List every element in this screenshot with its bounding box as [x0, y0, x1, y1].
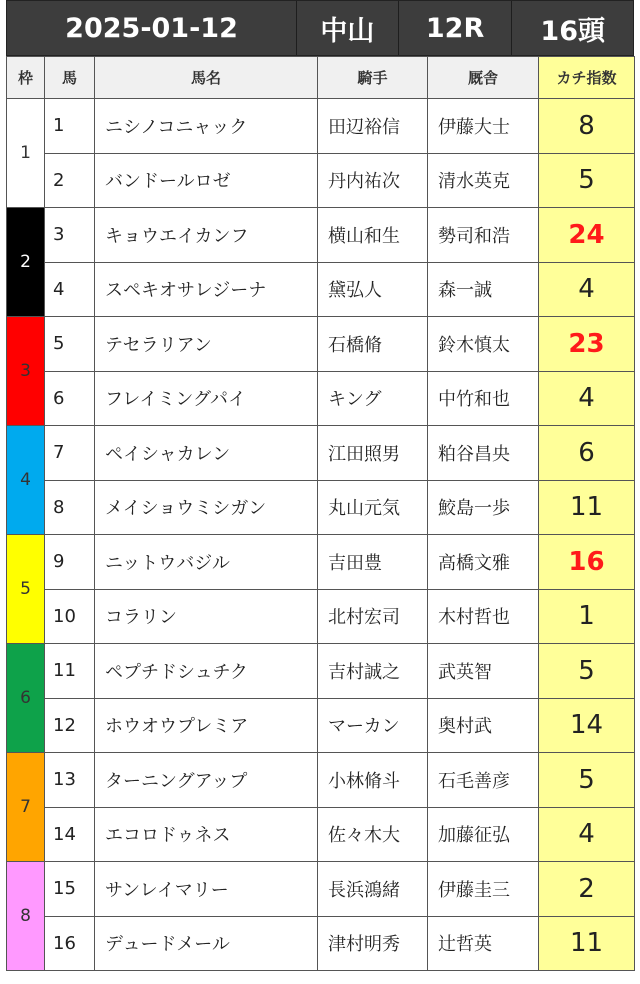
jockey-cell: 横山和生 [318, 208, 428, 263]
jockey-cell: 石橋脩 [318, 317, 428, 372]
horse-name-cell: サンレイマリー [95, 862, 318, 917]
table-row[interactable] [7, 807, 635, 862]
horse-number-cell: 10 [45, 589, 95, 644]
column-header-uma: 馬 [45, 57, 95, 99]
trainer-cell: 鮫島一歩 [428, 480, 539, 535]
trainer-cell: 辻哲英 [428, 916, 539, 971]
trainer-cell: 鈴木慎太 [428, 317, 539, 372]
waku-cell: 6 [7, 644, 45, 753]
index-cell: 14 [539, 698, 635, 753]
horse-name-cell: エコロドゥネス [95, 807, 318, 862]
trainer-cell: 武英智 [428, 644, 539, 699]
index-cell: 5 [539, 753, 635, 808]
index-cell: 8 [539, 99, 635, 154]
column-header-jockey: 騎手 [318, 57, 428, 99]
horse-number-cell: 13 [45, 753, 95, 808]
index-cell: 5 [539, 644, 635, 699]
horse-name-cell: フレイミングパイ [95, 371, 318, 426]
table-row[interactable] [7, 644, 635, 699]
horse-number-cell: 6 [45, 371, 95, 426]
trainer-cell: 粕谷昌央 [428, 426, 539, 481]
horse-number-cell: 12 [45, 698, 95, 753]
horse-number-cell: 8 [45, 480, 95, 535]
entries-body [7, 99, 635, 971]
race-venue: 中山 [296, 1, 398, 55]
trainer-cell: 石毛善彦 [428, 753, 539, 808]
waku-cell: 4 [7, 426, 45, 535]
column-header-trainer: 厩舎 [428, 57, 539, 99]
table-row[interactable] [7, 698, 635, 753]
jockey-cell: 北村宏司 [318, 589, 428, 644]
jockey-cell: 江田照男 [318, 426, 428, 481]
race-number: 12R [398, 1, 512, 55]
trainer-cell: 清水英克 [428, 153, 539, 208]
horse-number-cell: 5 [45, 317, 95, 372]
horse-number-cell: 15 [45, 862, 95, 917]
column-header-name: 馬名 [95, 57, 318, 99]
trainer-cell: 伊藤圭三 [428, 862, 539, 917]
column-header-waku: 枠 [7, 57, 45, 99]
jockey-cell: 丸山元気 [318, 480, 428, 535]
table-row[interactable] [7, 153, 635, 208]
table-row[interactable] [7, 916, 635, 971]
jockey-cell: 佐々木大 [318, 807, 428, 862]
table-row[interactable] [7, 99, 635, 154]
jockey-cell: 小林脩斗 [318, 753, 428, 808]
index-cell: 23 [539, 317, 635, 372]
index-cell: 11 [539, 916, 635, 971]
jockey-cell: 田辺裕信 [318, 99, 428, 154]
index-cell: 24 [539, 208, 635, 263]
table-row[interactable] [7, 262, 635, 317]
horse-number-cell: 14 [45, 807, 95, 862]
index-cell: 4 [539, 262, 635, 317]
waku-cell: 5 [7, 535, 45, 644]
horse-name-cell: バンドールロゼ [95, 153, 318, 208]
column-header-index: カチ指数 [539, 57, 635, 99]
jockey-cell: キング [318, 371, 428, 426]
table-row[interactable] [7, 317, 635, 372]
table-row[interactable] [7, 480, 635, 535]
horse-number-cell: 11 [45, 644, 95, 699]
index-cell: 6 [539, 426, 635, 481]
race-field-size: 16頭 [511, 1, 633, 55]
trainer-cell: 木村哲也 [428, 589, 539, 644]
trainer-cell: 中竹和也 [428, 371, 539, 426]
horse-name-cell: ペイシャカレン [95, 426, 318, 481]
horse-number-cell: 1 [45, 99, 95, 154]
horse-name-cell: ホウオウプレミア [95, 698, 318, 753]
jockey-cell: マーカン [318, 698, 428, 753]
jockey-cell: 丹内祐次 [318, 153, 428, 208]
horse-name-cell: ニットウバジル [95, 535, 318, 590]
horse-name-cell: スペキオサレジーナ [95, 262, 318, 317]
jockey-cell: 長浜鴻緒 [318, 862, 428, 917]
waku-cell: 8 [7, 862, 45, 971]
index-cell: 11 [539, 480, 635, 535]
horse-name-cell: コラリン [95, 589, 318, 644]
table-row[interactable] [7, 589, 635, 644]
horse-name-cell: デュードメール [95, 916, 318, 971]
table-row[interactable] [7, 535, 635, 590]
trainer-cell: 森一誠 [428, 262, 539, 317]
horse-number-cell: 16 [45, 916, 95, 971]
index-cell: 4 [539, 807, 635, 862]
jockey-cell: 吉村誠之 [318, 644, 428, 699]
horse-number-cell: 4 [45, 262, 95, 317]
index-cell: 16 [539, 535, 635, 590]
index-cell: 5 [539, 153, 635, 208]
index-cell: 1 [539, 589, 635, 644]
race-header [6, 0, 634, 56]
waku-cell: 3 [7, 317, 45, 426]
table-row[interactable] [7, 208, 635, 263]
horse-name-cell: ペプチドシュチク [95, 644, 318, 699]
race-card [6, 0, 634, 971]
trainer-cell: 加藤征弘 [428, 807, 539, 862]
trainer-cell: 奥村武 [428, 698, 539, 753]
entries-table [6, 56, 635, 971]
table-row[interactable] [7, 753, 635, 808]
table-header-row [7, 57, 635, 99]
index-cell: 4 [539, 371, 635, 426]
table-row[interactable] [7, 862, 635, 917]
horse-name-cell: ニシノコニャック [95, 99, 318, 154]
jockey-cell: 津村明秀 [318, 916, 428, 971]
jockey-cell: 黛弘人 [318, 262, 428, 317]
horse-name-cell: キョウエイカンフ [95, 208, 318, 263]
race-date: 2025-01-12 [65, 12, 238, 44]
horse-number-cell: 2 [45, 153, 95, 208]
waku-cell: 2 [7, 208, 45, 317]
index-cell: 2 [539, 862, 635, 917]
waku-cell: 7 [7, 753, 45, 862]
trainer-cell: 勢司和浩 [428, 208, 539, 263]
horse-number-cell: 7 [45, 426, 95, 481]
table-row[interactable] [7, 426, 635, 481]
table-row[interactable] [7, 371, 635, 426]
horse-name-cell: テセラリアン [95, 317, 318, 372]
jockey-cell: 吉田豊 [318, 535, 428, 590]
horse-number-cell: 3 [45, 208, 95, 263]
trainer-cell: 高橋文雅 [428, 535, 539, 590]
horse-name-cell: メイショウミシガン [95, 480, 318, 535]
horse-number-cell: 9 [45, 535, 95, 590]
waku-cell: 1 [7, 99, 45, 208]
trainer-cell: 伊藤大士 [428, 99, 539, 154]
horse-name-cell: ターニングアップ [95, 753, 318, 808]
